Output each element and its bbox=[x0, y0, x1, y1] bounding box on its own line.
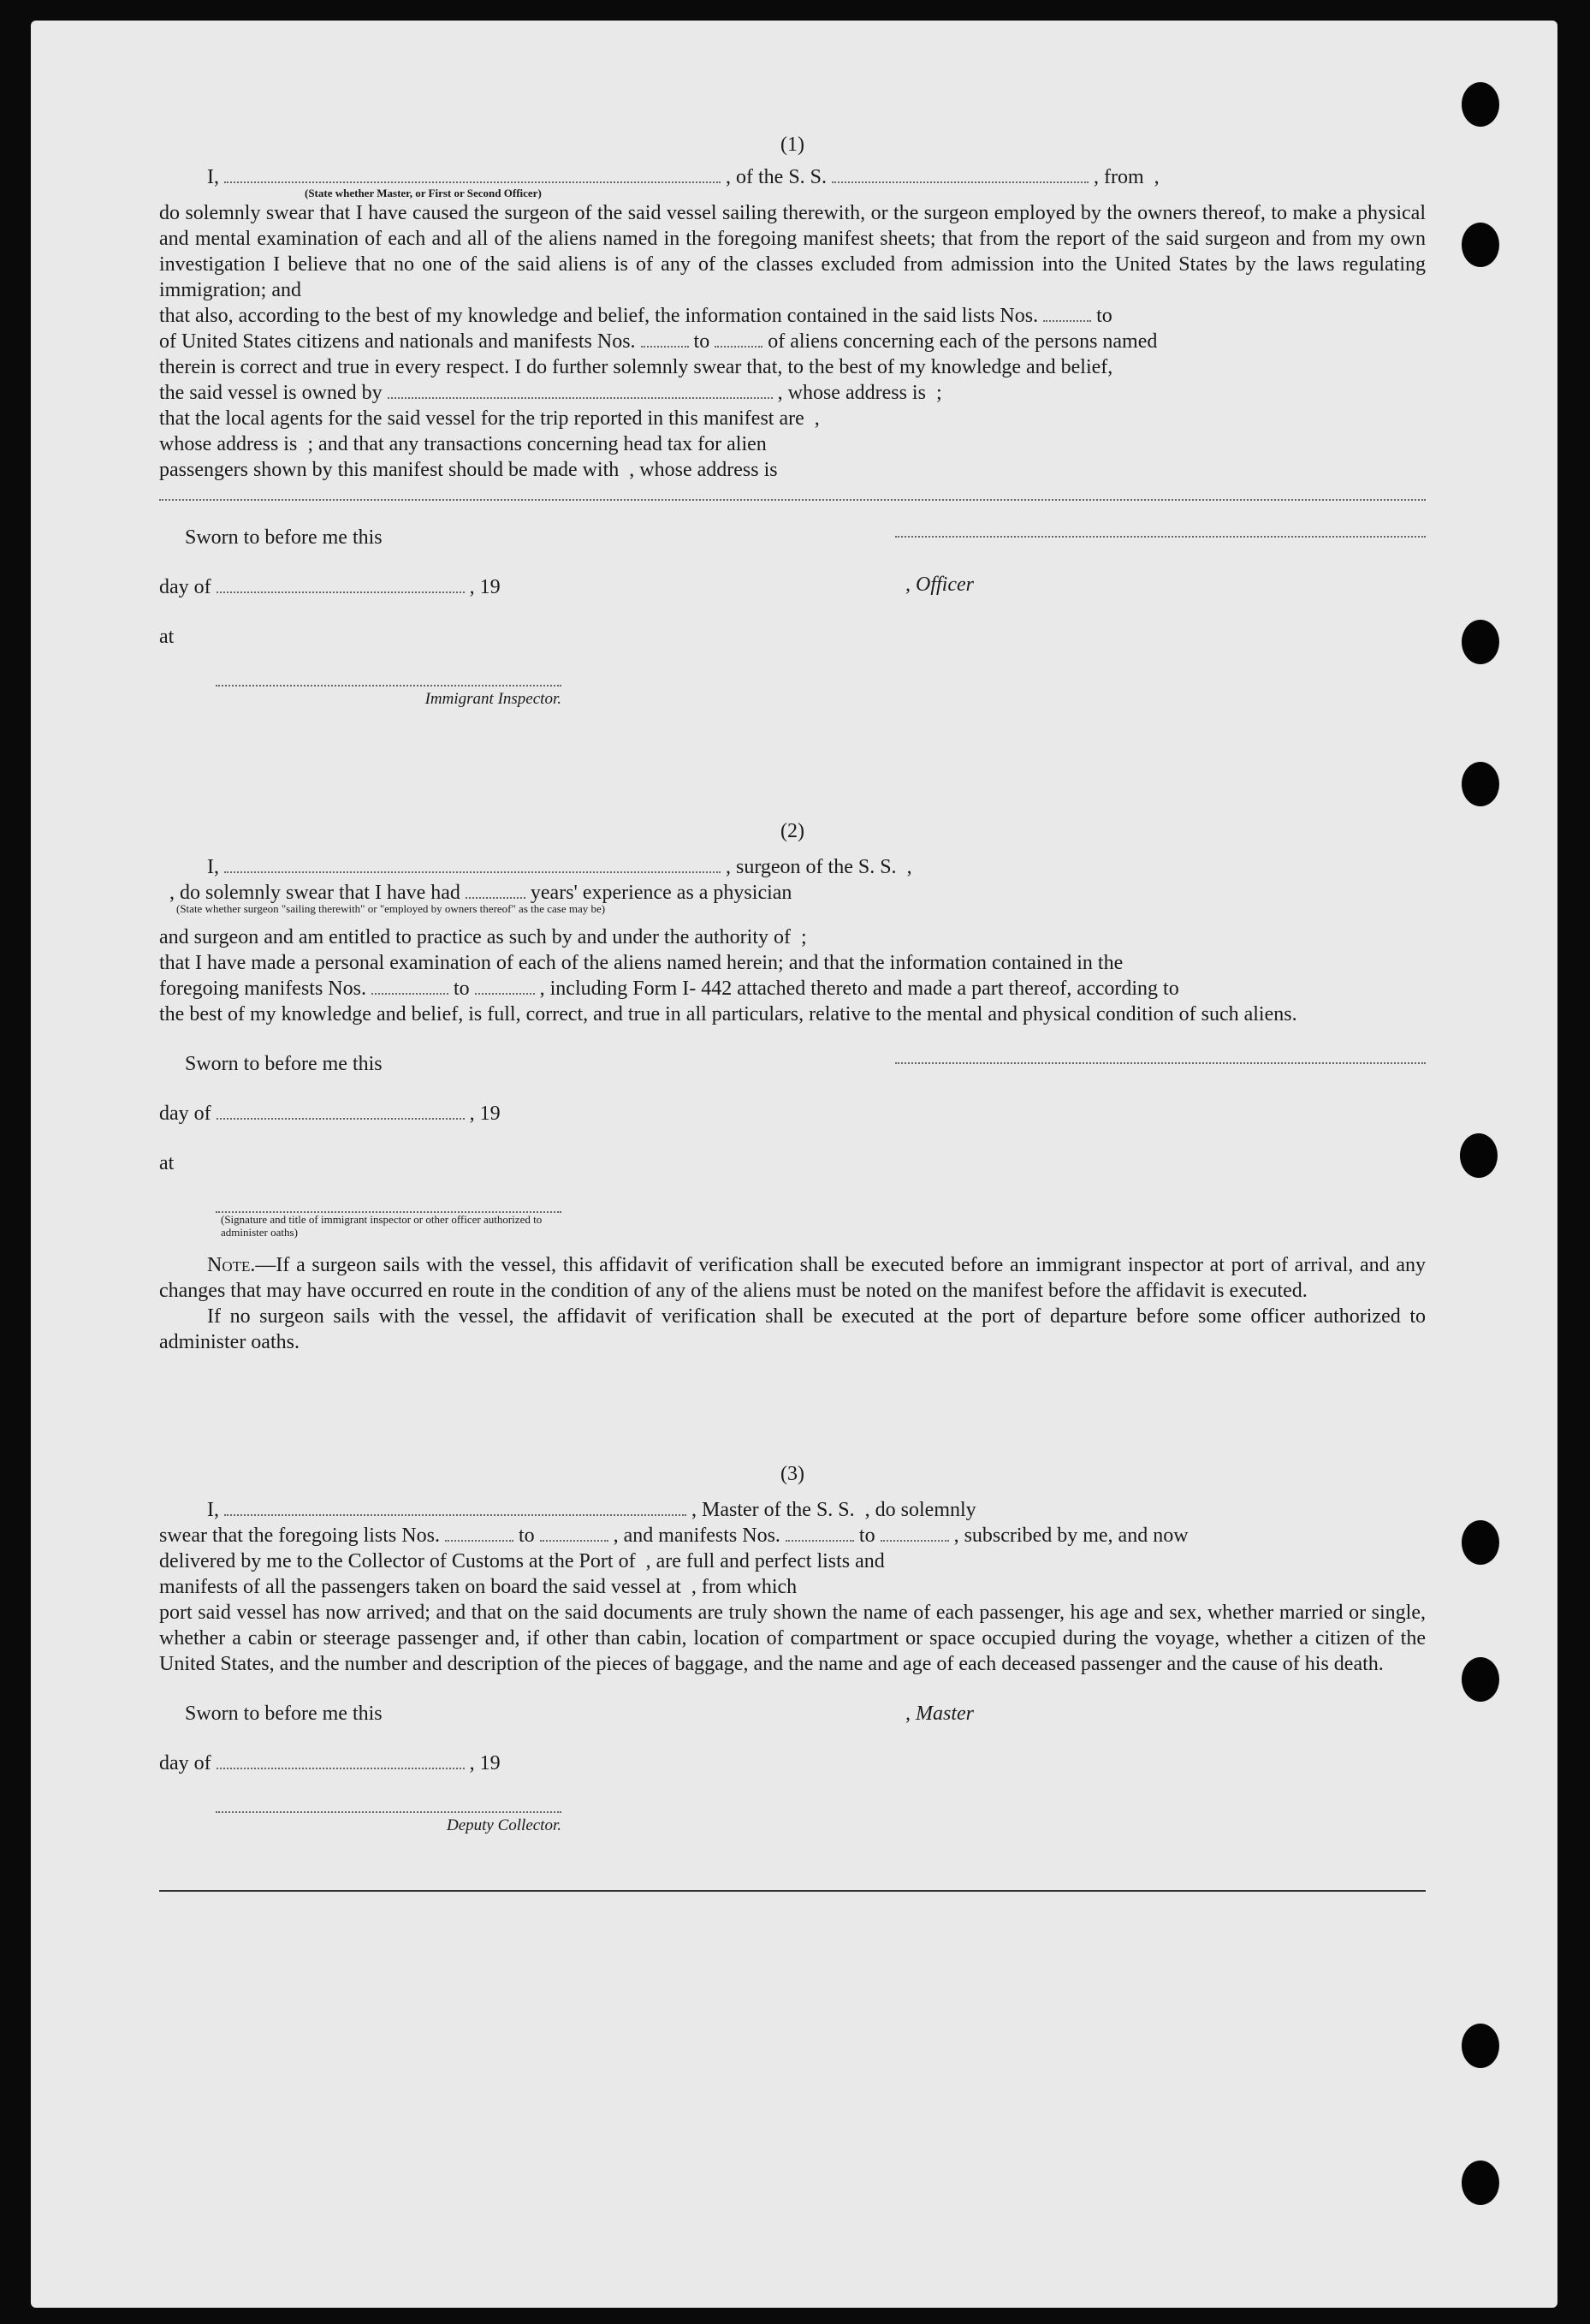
section-1 bbox=[159, 132, 1426, 712]
section-3 bbox=[159, 1461, 1426, 1892]
text: to bbox=[518, 1525, 535, 1547]
lists-line bbox=[159, 1523, 1426, 1548]
owner-field[interactable] bbox=[388, 397, 773, 399]
manifest-from-field[interactable] bbox=[786, 1540, 854, 1542]
section-2 bbox=[159, 818, 1426, 1355]
boarded-line bbox=[159, 1574, 1426, 1600]
note-paragraph-2: If no surgeon sails with the vessel, the affidavit of verification shall be executed at the port of departure before some officer authorized to administer oaths. bbox=[159, 1305, 1426, 1353]
text: , from bbox=[1094, 166, 1144, 188]
manifest-to-field[interactable] bbox=[881, 1540, 949, 1542]
text: , surgeon of the S. S. bbox=[726, 856, 897, 878]
binder-hole bbox=[1462, 762, 1499, 806]
head-tax-address-field[interactable] bbox=[159, 498, 1426, 501]
sworn-block bbox=[159, 525, 1426, 712]
text: Sworn to before me this bbox=[185, 1703, 383, 1725]
lists-line bbox=[159, 303, 1426, 329]
text: , Master of the S. S. bbox=[691, 1499, 855, 1521]
sworn-line bbox=[159, 1701, 561, 1727]
text: ; bbox=[935, 382, 942, 404]
text: ; and that any transactions concerning head tax for alien bbox=[307, 433, 767, 455]
binder-hole bbox=[1462, 2024, 1499, 2068]
delivered-line bbox=[159, 1548, 1426, 1574]
text: , and manifests Nos. bbox=[613, 1525, 780, 1547]
note-paragraph bbox=[159, 1252, 1426, 1304]
text: , bbox=[814, 407, 820, 430]
master-signature-line bbox=[895, 1701, 1426, 1727]
text: manifests of all the passengers taken on board the said vessel at bbox=[159, 1576, 681, 1598]
month-field[interactable] bbox=[217, 1118, 465, 1120]
note-text: —If a surgeon sails with the vessel, this affidavit of verification shall be executed before an immigrant inspector at port of arrival, and any changes that may have occurred en route in the condition of any of the aliens must be noted on the manifest before the affidavit is executed. bbox=[159, 1254, 1426, 1302]
field-hint: (State whether surgeon "sailing therewith" or "employed by owners thereof" as the case may be) bbox=[176, 902, 606, 915]
sworn-line bbox=[159, 525, 561, 550]
master-name-field[interactable] bbox=[224, 1514, 686, 1516]
agents-line bbox=[159, 406, 1426, 431]
years-field[interactable] bbox=[466, 897, 525, 899]
therein-line: therein is correct and true in every respect. I do further solemnly swear that, to the best of my knowledge and belief, bbox=[159, 356, 1113, 378]
text: Sworn to before me this bbox=[185, 526, 383, 549]
surgeon-name-field[interactable] bbox=[224, 871, 721, 873]
owner-line bbox=[159, 380, 1426, 406]
text: , bbox=[1154, 166, 1160, 188]
text: day of bbox=[159, 1103, 211, 1125]
list-from-field[interactable] bbox=[1043, 320, 1091, 322]
oath-body: do solemnly swear that I have caused the surgeon of the said vessel sailing therewith, or the surgeon employed by the owners thereof, to make a physical and mental examination of each and all of the aliens named in the foregoing manifest sheets; that from the report of the said surgeon and from my own investigation I believe that no one of the said aliens is of any of the classes excluded from admission into the United States by the laws regulating immigration; and bbox=[159, 202, 1426, 301]
binder-hole bbox=[1460, 1133, 1498, 1178]
head-tax-line bbox=[159, 457, 1426, 483]
officer-line bbox=[895, 572, 1426, 597]
sworn-right bbox=[895, 1701, 1426, 1727]
manifests-line bbox=[159, 329, 1426, 354]
text: day of bbox=[159, 1752, 211, 1774]
note-label: Note. bbox=[207, 1254, 256, 1276]
text: at bbox=[159, 626, 175, 648]
text: to bbox=[1096, 305, 1112, 327]
binder-hole bbox=[1462, 82, 1499, 127]
binder-hole bbox=[1462, 223, 1499, 267]
binder-hole bbox=[1462, 1657, 1499, 1702]
day-line bbox=[159, 1750, 561, 1776]
text: whose address is bbox=[159, 433, 298, 455]
section-number: (1) bbox=[780, 134, 804, 156]
list-to-field[interactable] bbox=[540, 1540, 608, 1542]
text: , 19 bbox=[469, 1752, 501, 1774]
officer-caption: , Officer bbox=[905, 574, 974, 596]
text: , 19 bbox=[469, 1103, 501, 1125]
text: that the local agents for the said vessel for the trip reported in this manifest are bbox=[159, 407, 804, 430]
text: foregoing manifests Nos. bbox=[159, 978, 366, 1000]
sworn-left bbox=[159, 1051, 561, 1239]
at-line bbox=[159, 1150, 561, 1176]
manifest-to-field[interactable] bbox=[475, 993, 535, 995]
day-line bbox=[159, 1101, 561, 1126]
section-number: (2) bbox=[780, 820, 804, 842]
text: I, bbox=[207, 856, 219, 878]
text: the said vessel is owned by bbox=[159, 382, 383, 404]
master-oath-body: port said vessel has now arrived; and that on the said documents are truly shown the name of each passenger, his age and sex, whether married or single, whether a cabin or steerage passenger and, if other than cabin, location of compartment or space occupied during the voyage, whether a citizen of the United States, and the number and description of the pieces of baggage, and the name and age of each deceased passenger and the cause of his death. bbox=[159, 1602, 1426, 1675]
month-field[interactable] bbox=[217, 1768, 465, 1769]
deputy-caption: Deputy Collector. bbox=[446, 1816, 561, 1834]
manifests-line bbox=[159, 976, 1426, 1002]
officer-name-field[interactable] bbox=[224, 181, 721, 183]
sworn-block bbox=[159, 1701, 1426, 1839]
text: to bbox=[453, 978, 470, 1000]
sworn-left bbox=[159, 1701, 561, 1839]
binder-hole bbox=[1462, 620, 1499, 664]
text: ; bbox=[801, 926, 807, 948]
text: passengers shown by this manifest should be made with bbox=[159, 459, 620, 481]
sworn-line bbox=[159, 1051, 561, 1077]
form-content bbox=[159, 132, 1426, 1892]
bottom-rule bbox=[159, 1890, 1426, 1892]
surgeon-line bbox=[159, 854, 1426, 880]
signature-caption: (Signature and title of immigrant inspector or other officer authorized to administer oaths) bbox=[221, 1213, 543, 1239]
sworn-left bbox=[159, 525, 561, 712]
text: , 19 bbox=[469, 576, 501, 598]
text: years' experience as a physician bbox=[530, 882, 792, 904]
sworn-right bbox=[895, 525, 1426, 597]
text: I, bbox=[207, 1499, 219, 1521]
officer-signature-field-1[interactable] bbox=[895, 535, 1426, 538]
text: , subscribed by me, and now bbox=[953, 1525, 1189, 1547]
agent-address-line bbox=[159, 431, 1426, 457]
month-field[interactable] bbox=[217, 591, 465, 593]
field-hint: (State whether Master, or First or Second Officer) bbox=[305, 187, 542, 199]
text: of United States citizens and nationals and manifests Nos. bbox=[159, 330, 636, 353]
text: swear that the foregoing lists Nos. bbox=[159, 1525, 440, 1547]
text: , bbox=[906, 856, 912, 878]
surgeon-signature-field[interactable] bbox=[895, 1061, 1426, 1064]
day-line bbox=[159, 574, 561, 600]
text: , from which bbox=[691, 1576, 798, 1598]
text: and surgeon and am entitled to practice as such by and under the authority of bbox=[159, 926, 791, 948]
text: at bbox=[159, 1152, 175, 1174]
text: , do solemnly bbox=[864, 1499, 976, 1521]
manifest-from-field[interactable] bbox=[371, 993, 448, 995]
text: , whose address is bbox=[629, 459, 778, 481]
section-number: (3) bbox=[780, 1463, 804, 1485]
manifest-from-field[interactable] bbox=[641, 346, 689, 348]
text: Sworn to before me this bbox=[185, 1053, 383, 1075]
vessel-name-field[interactable] bbox=[832, 181, 1089, 183]
text: of aliens concerning each of the persons named bbox=[768, 330, 1158, 353]
best-knowledge-text: the best of my knowledge and belief, is full, correct, and true in all particulars, relative to the mental and physical condition of such aliens. bbox=[159, 1003, 1297, 1025]
text: day of bbox=[159, 576, 211, 598]
text: delivered by me to the Collector of Customs at the Port of bbox=[159, 1550, 636, 1572]
text: , do solemnly swear that I have had bbox=[169, 882, 460, 904]
list-from-field[interactable] bbox=[445, 1540, 513, 1542]
text: I, bbox=[207, 166, 219, 188]
text: that also, according to the best of my knowledge and belief, the information contained in the said lists Nos. bbox=[159, 305, 1039, 327]
form-sheet bbox=[31, 21, 1557, 2308]
text: , whose address is bbox=[777, 382, 926, 404]
text: , of the S. S. bbox=[726, 166, 828, 188]
binder-hole bbox=[1462, 1520, 1499, 1565]
sworn-block bbox=[159, 1051, 1426, 1239]
text: to bbox=[693, 330, 710, 353]
text: , are full and perfect lists and bbox=[645, 1550, 885, 1572]
authority-line bbox=[159, 924, 1426, 950]
sworn-right bbox=[895, 1051, 1426, 1064]
inspector-caption: Immigrant Inspector. bbox=[424, 690, 561, 708]
master-caption: , Master bbox=[905, 1703, 974, 1725]
master-line bbox=[159, 1497, 1426, 1523]
text: to bbox=[858, 1525, 875, 1547]
exam-line: that I have made a personal examination of each of the aliens named herein; and that the information contained in the bbox=[159, 952, 1124, 974]
manifest-to-field[interactable] bbox=[715, 346, 762, 348]
at-line bbox=[159, 624, 561, 650]
binder-hole bbox=[1462, 2161, 1499, 2205]
text: , including Form I- 442 attached thereto and made a part thereof, according to bbox=[539, 978, 1179, 1000]
